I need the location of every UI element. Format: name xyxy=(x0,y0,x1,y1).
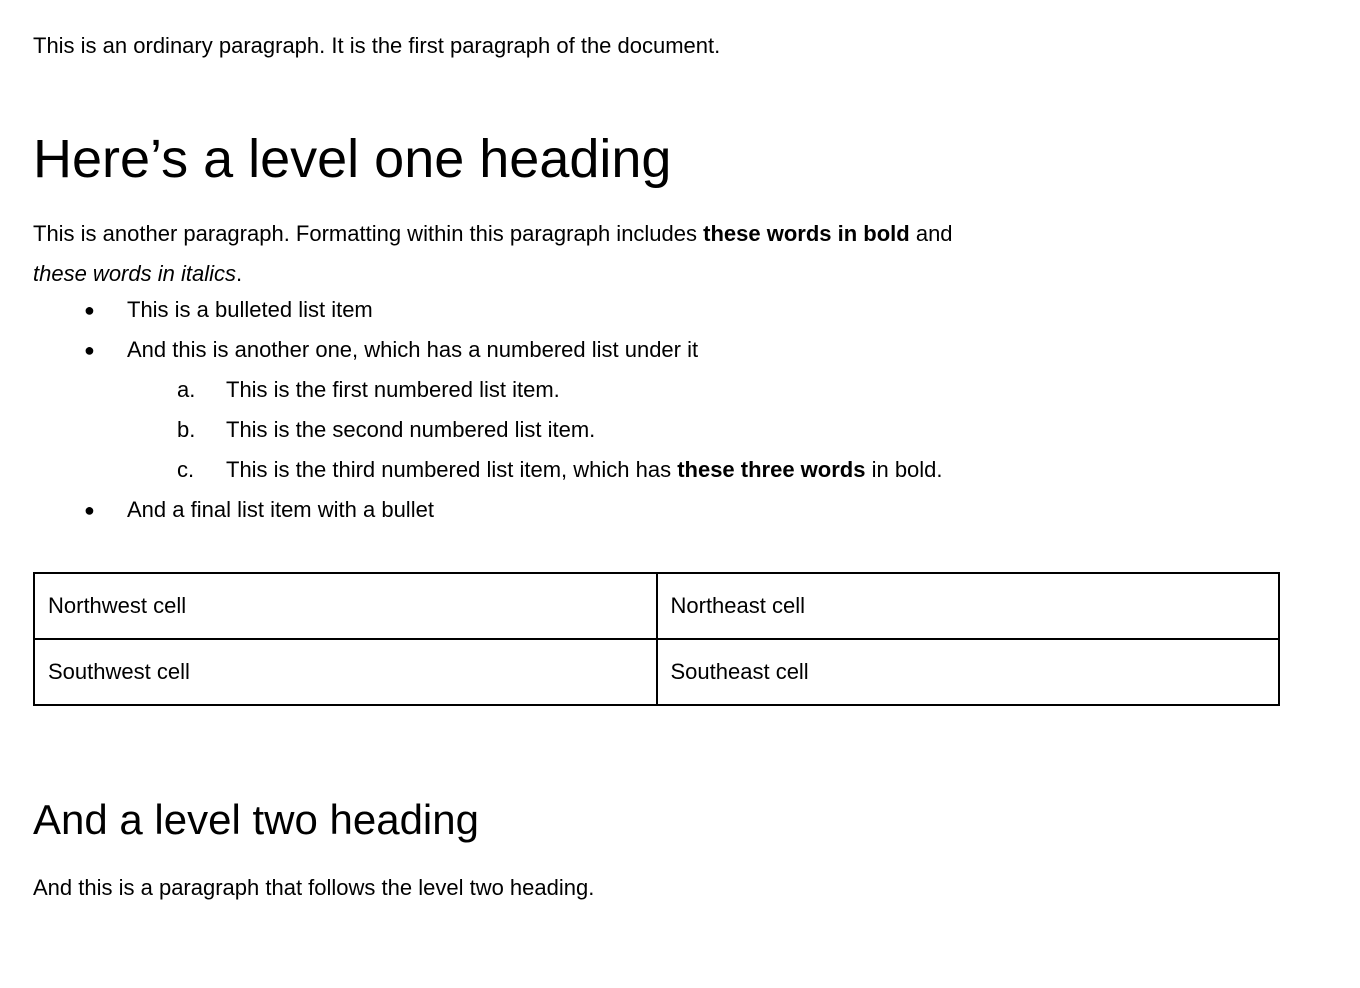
lettered-list xyxy=(33,370,1280,490)
lettered-list-item xyxy=(33,370,1280,410)
bullet-marker: ● xyxy=(84,340,95,360)
content-table xyxy=(33,572,1280,706)
lettered-list-item xyxy=(33,450,1280,490)
table-cell-southeast: Southeast cell xyxy=(657,639,1280,705)
bold-text-run: these three words xyxy=(677,457,866,482)
bold-text-run: these words in bold xyxy=(703,221,910,246)
formatted-paragraph-end: . xyxy=(235,261,243,286)
bullet-marker: ● xyxy=(84,500,95,520)
lettered-list-item xyxy=(33,410,1280,450)
lettered-item-text: This is the second numbered list item. xyxy=(226,417,596,442)
formatted-paragraph-start: This is another paragraph. Formatting within this paragraph includes xyxy=(33,221,704,246)
letter-marker: c. xyxy=(177,457,195,482)
letter-marker: b. xyxy=(177,417,196,442)
formatted-paragraph-mid: and xyxy=(909,221,953,246)
bullet-list xyxy=(33,290,1280,530)
table-cell-southwest: Southwest cell xyxy=(34,639,657,705)
bullet-list-item xyxy=(33,290,1280,330)
closing-paragraph: And this is a paragraph that follows the level two heading. xyxy=(33,875,595,900)
table-cell-northeast: Northeast cell xyxy=(657,573,1280,639)
italic-text-run: these words in italics xyxy=(33,261,236,286)
bullet-item-text: And this is another one, which has a numbered list under it xyxy=(127,337,699,362)
level-one-heading: Here’s a level one heading xyxy=(33,129,672,189)
lettered-item-text: This is the first numbered list item. xyxy=(226,377,560,402)
intro-paragraph: This is an ordinary paragraph. It is the first paragraph of the document. xyxy=(33,33,721,58)
bullet-list-item xyxy=(33,330,1280,490)
letter-marker: a. xyxy=(177,377,196,402)
bullet-list-item xyxy=(33,490,1280,530)
lettered-item-text-end: in bold. xyxy=(865,457,943,482)
bullet-item-text: And a final list item with a bullet xyxy=(127,497,434,522)
table-row xyxy=(34,573,1279,639)
bullet-item-text: This is a bulleted list item xyxy=(127,297,373,322)
table-cell-northwest: Northwest cell xyxy=(34,573,657,639)
table-row xyxy=(34,639,1279,705)
bullet-marker: ● xyxy=(84,300,95,320)
level-two-heading: And a level two heading xyxy=(33,796,479,843)
lettered-item-text-start: This is the third numbered list item, which has xyxy=(226,457,678,482)
formatted-paragraph xyxy=(33,214,1280,294)
